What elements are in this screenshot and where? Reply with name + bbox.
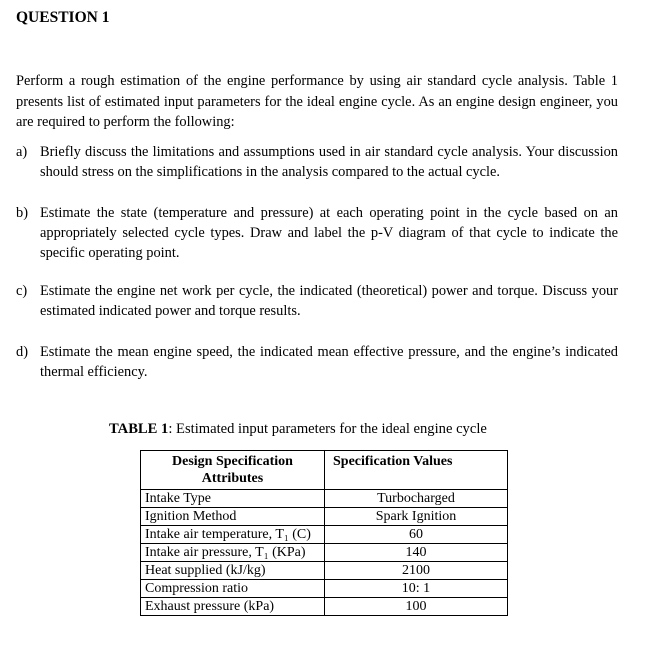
header-values: Specification Values — [325, 451, 508, 490]
value-cell: Spark Ignition — [325, 508, 508, 526]
value-cell: 140 — [325, 544, 508, 562]
task-label: a) — [16, 144, 28, 160]
task-text: Briefly discuss the limitations and assumptions used in air standard cycle analysis. Your discussion should stress on the simplifications in the analysis compared to the actual cycle. — [40, 144, 618, 180]
table-caption-text: : Estimated input parameters for the ideal engine cycle — [168, 421, 487, 437]
question-title: QUESTION 1 — [16, 9, 110, 26]
header-attributes: Design Specification Attributes — [141, 451, 325, 490]
task-text: Estimate the state (temperature and pressure) at each operating point in the cycle based on an appropriately selected cycle types. Draw and label the p-V diagram of that cycle to indicate the specific operating point. — [40, 205, 618, 261]
spec-table — [140, 450, 508, 616]
task-label: d) — [16, 344, 28, 360]
table-header-row — [141, 451, 508, 490]
table-row — [141, 580, 508, 598]
table-row — [141, 508, 508, 526]
attr-cell: Compression ratio — [141, 580, 325, 598]
attr-cell: Intake air pressure, T₁ (KPa) — [141, 544, 325, 562]
value-cell: 2100 — [325, 562, 508, 580]
task-text: Estimate the mean engine speed, the indicated mean effective pressure, and the engine’s indicated thermal efficiency. — [40, 344, 618, 380]
table-row — [141, 562, 508, 580]
table-caption-label: TABLE 1 — [109, 421, 169, 437]
task-label: b) — [16, 205, 28, 221]
attr-cell: Heat supplied (kJ/kg) — [141, 562, 325, 580]
table-row — [141, 598, 508, 616]
attr-cell: Ignition Method — [141, 508, 325, 526]
attr-cell: Exhaust pressure (kPa) — [141, 598, 325, 616]
table-row — [141, 526, 508, 544]
question-intro: Perform a rough estimation of the engine performance by using air standard cycle analysis. Table 1 presents list of estimated input parameters for the ideal engine cycle. As an engine design engineer, you are required to perform the following: — [16, 73, 618, 130]
table-row — [141, 490, 508, 508]
value-cell: Turbocharged — [325, 490, 508, 508]
value-cell: 60 — [325, 526, 508, 544]
table-row — [141, 544, 508, 562]
attr-cell: Intake Type — [141, 490, 325, 508]
task-text: Estimate the engine net work per cycle, the indicated (theoretical) power and torque. Discuss your estimated indicated power and torque results. — [40, 283, 618, 319]
value-cell: 10: 1 — [325, 580, 508, 598]
value-cell: 100 — [325, 598, 508, 616]
table-caption — [109, 421, 487, 438]
attr-cell: Intake air temperature, T₁ (C) — [141, 526, 325, 544]
task-label: c) — [16, 283, 28, 299]
